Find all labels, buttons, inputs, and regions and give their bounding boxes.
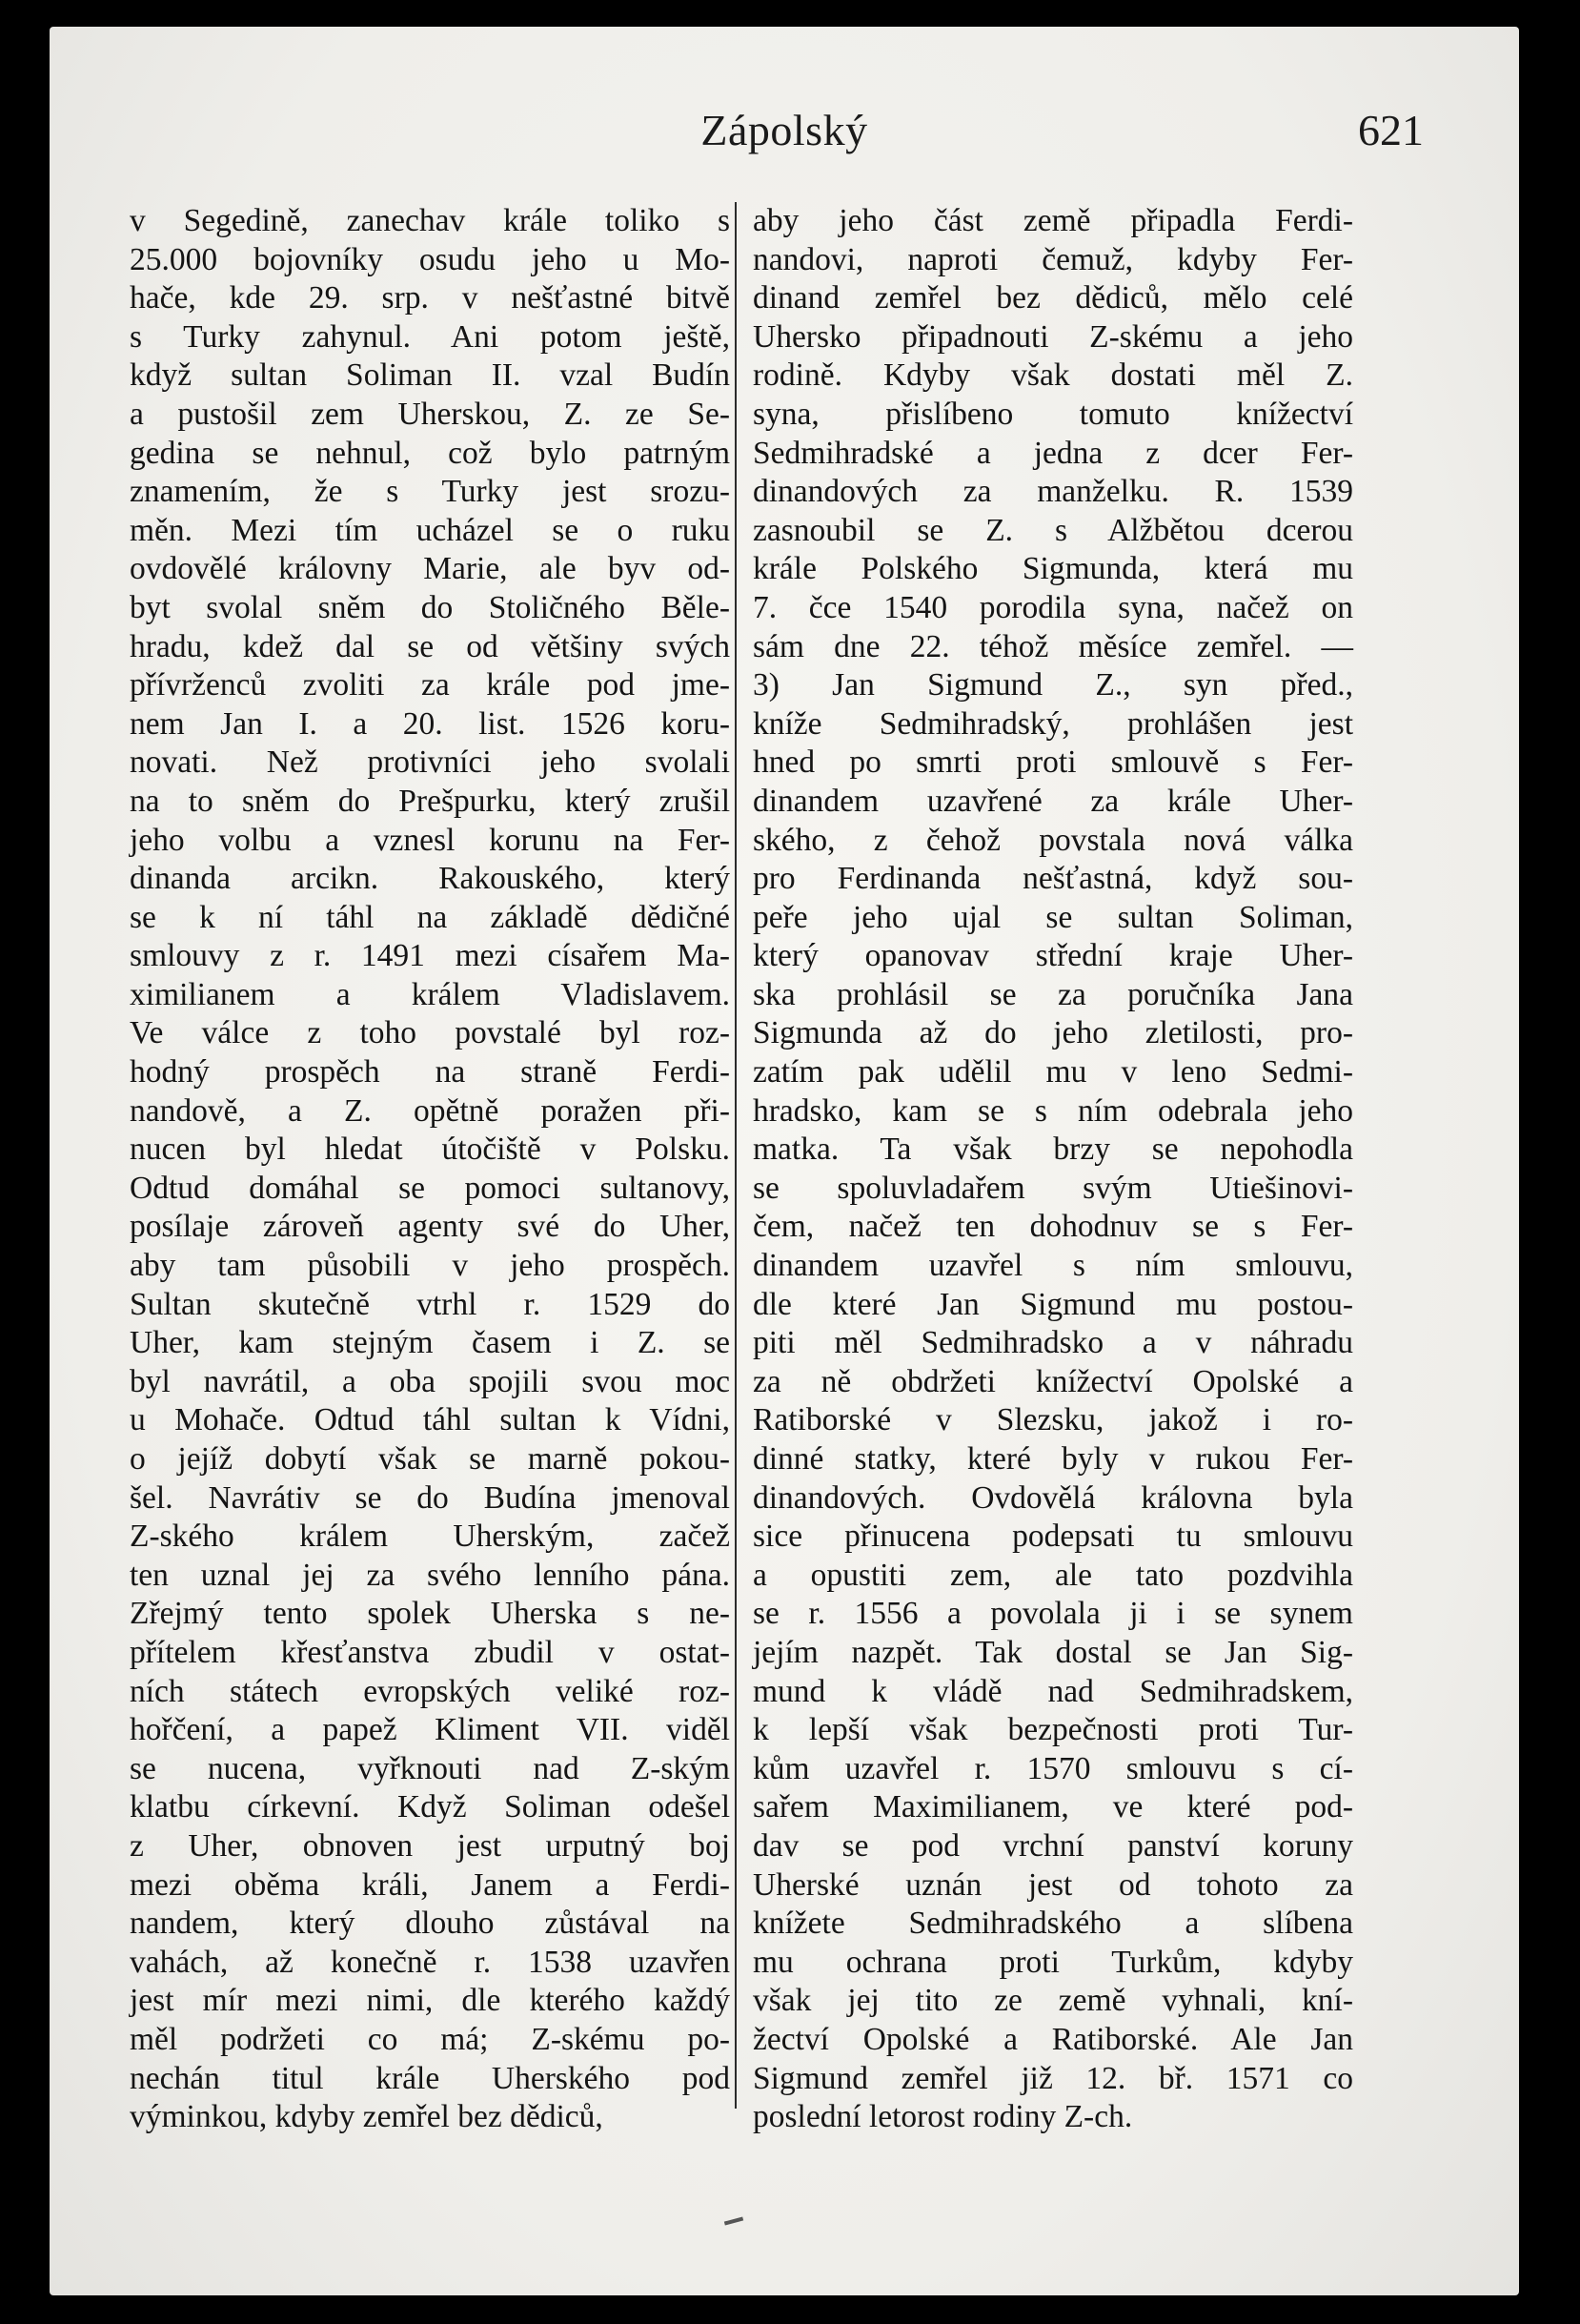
text-line: a pustošil zem Uherskou, Z. ze Se- — [130, 396, 730, 432]
text-line: hradu, kdež dal se od většiny svých — [130, 628, 730, 664]
text-line: Uher, kam stejným časem i Z. se — [130, 1325, 730, 1361]
text-line: přítelem křesťanstva zbudil v ostat- — [130, 1634, 730, 1670]
text-line: Uherské uznán jest od tohoto za — [753, 1866, 1353, 1903]
text-line: klatbu církevní. Když Soliman odešel — [130, 1789, 730, 1825]
text-line: dinandových za manželku. R. 1539 — [753, 474, 1353, 510]
text-line: novati. Než protivníci jeho svolali — [130, 744, 730, 781]
text-line: Uhersko připadnouti Z-skému a jeho — [753, 318, 1353, 355]
text-line: dinandem uzavřené za krále Uher- — [753, 783, 1353, 819]
text-line: z Uher, obnoven jest urputný boj — [130, 1827, 730, 1864]
text-line: dle které Jan Sigmund mu postou- — [753, 1286, 1353, 1322]
text-line: gedina se nehnul, což bylo patrným — [130, 435, 730, 471]
page-number: 621 — [1358, 106, 1424, 154]
text-line: nandovi, naproti čemuž, kdyby Fer- — [753, 241, 1353, 277]
text-line: byt svolal sněm do Stoličného Běle- — [130, 589, 730, 625]
text-line: ovdovělé královny Marie, ale byv od- — [130, 551, 730, 587]
running-header — [50, 105, 1519, 172]
left-text-column — [130, 202, 730, 2137]
text-line: Ratiborské v Slezsku, jakož i ro- — [753, 1402, 1353, 1438]
text-line: Z-ského králem Uherským, začež — [130, 1519, 730, 1555]
text-line: u Mohače. Odtud táhl sultan k Vídni, — [130, 1402, 730, 1438]
text-line: měl podržeti co má; Z-skému po- — [130, 2021, 730, 2057]
text-line: dinandem uzavřel s ním smlouvu, — [753, 1248, 1353, 1284]
text-line: kníže Sedmihradský, prohlášen jest — [753, 705, 1353, 742]
text-line: piti měl Sedmihradsko a v náhradu — [753, 1325, 1353, 1361]
text-line: dinand zemřel bez dědiců, mělo celé — [753, 280, 1353, 316]
text-line: výminkou, kdyby zemřel bez dědiců, — [130, 2099, 603, 2135]
text-line: peře jeho ujal se sultan Soliman, — [753, 899, 1353, 935]
text-line: se nucena, vyřknouti nad Z-ským — [130, 1750, 730, 1786]
text-line: zasnoubil se Z. s Alžbětou dcerou — [753, 512, 1353, 548]
text-line: Sultan skutečně vtrhl r. 1529 do — [130, 1286, 730, 1322]
text-line: nucen byl hledat útočiště v Polsku. — [130, 1131, 730, 1168]
text-line: nandově, a Z. opětně poražen při- — [130, 1092, 730, 1129]
text-line: sice přinucena podepsati tu smlouvu — [753, 1519, 1353, 1555]
text-line: v Segedině, zanechav krále toliko s — [130, 203, 730, 238]
text-line: dinné statky, které byly v rukou Fer- — [753, 1441, 1353, 1477]
text-line: ten uznal jej za svého lenního pána. — [130, 1557, 730, 1593]
text-line: matka. Ta však brzy se nepohodla — [753, 1131, 1353, 1168]
text-line: byl navrátil, a oba spojili svou moc — [130, 1363, 730, 1399]
text-line: jejím nazpět. Tak dostal se Jan Sig- — [753, 1634, 1353, 1670]
text-line: ského, z čehož povstala nová válka — [753, 822, 1353, 858]
text-line: sám dne 22. téhož měsíce zemřel. — — [753, 628, 1353, 664]
text-line: knížete Sedmihradského a slíbena — [753, 1906, 1353, 1942]
text-line: Sedmihradské a jedna z dcer Fer- — [753, 435, 1353, 471]
text-line: krále Polského Sigmunda, která mu — [753, 551, 1353, 587]
right-text-column — [753, 202, 1353, 2137]
text-line: dinanda arcikn. Rakouského, který — [130, 861, 730, 897]
column-divider — [735, 202, 737, 2109]
text-line: a opustiti zem, ale tato pozdvihla — [753, 1557, 1353, 1593]
text-line: který opanovav střední kraje Uher- — [753, 938, 1353, 974]
text-line: žectví Opolské a Ratiborské. Ale Jan — [753, 2021, 1353, 2057]
text-line: k lepší však bezpečnosti proti Tur- — [753, 1712, 1353, 1748]
text-line: čem, načež ten dohodnuv se s Fer- — [753, 1209, 1353, 1245]
text-line: syna, přislíbeno tomuto knížectví — [753, 396, 1353, 432]
text-line: jeho volbu a vznesl korunu na Fer- — [130, 822, 730, 858]
text-line: 3) Jan Sigmund Z., syn před., — [753, 667, 1353, 703]
text-line: zatím pak udělil mu v leno Sedmi- — [753, 1054, 1353, 1091]
text-line: nandem, který dlouho zůstával na — [130, 1906, 730, 1942]
text-line: nechán titul krále Uherského pod — [130, 2060, 730, 2096]
text-line: dav se pod vrchní panství koruny — [753, 1827, 1353, 1864]
text-line: se spoluvladařem svým Utiešinovi- — [753, 1170, 1353, 1206]
text-line: měn. Mezi tím ucházel se o ruku — [130, 512, 730, 548]
page-title: Zápolský — [700, 106, 868, 154]
text-line: se r. 1556 a povolala ji i se synem — [753, 1596, 1353, 1632]
text-line: s Turky zahynul. Ani potom ještě, — [130, 318, 730, 355]
text-line: ních státech evropských veliké roz- — [130, 1673, 730, 1709]
text-line: ska prohlásil se za poručníka Jana — [753, 976, 1353, 1012]
text-line: sařem Maximilianem, ve které pod- — [753, 1789, 1353, 1825]
text-line: hned po smrti proti smlouvě s Fer- — [753, 744, 1353, 781]
text-line: mund k vládě nad Sedmihradskem, — [753, 1673, 1353, 1709]
text-line: Zřejmý tento spolek Uherska s ne- — [130, 1596, 730, 1632]
text-line: hořčení, a papež Kliment VII. viděl — [130, 1712, 730, 1748]
text-line: znamením, že s Turky jest srozu- — [130, 474, 730, 510]
text-line: posílaje zároveň agenty své do Uher, — [130, 1209, 730, 1245]
text-line: Ve válce z toho povstalé byl roz- — [130, 1015, 730, 1051]
text-line: na to sněm do Prešpurku, který zrušil — [130, 783, 730, 819]
text-line: se k ní táhl na základě dědičné — [130, 899, 730, 935]
text-line: za ně obdržeti knížectví Opolské a — [753, 1363, 1353, 1399]
text-line: Sigmunda až do jeho zletilosti, pro- — [753, 1015, 1353, 1051]
text-line: jest mír mezi nimi, dle kterého každý — [130, 1983, 730, 2019]
text-line: mezi oběma králi, Janem a Ferdi- — [130, 1866, 730, 1903]
text-line: smlouvy z r. 1491 mezi císařem Ma- — [130, 938, 730, 974]
text-line: dinandových. Ovdovělá královna byla — [753, 1479, 1353, 1516]
text-line: aby jeho část země připadla Ferdi- — [753, 203, 1353, 238]
text-line: vahách, až konečně r. 1538 uzavřen — [130, 1944, 730, 1980]
text-line: když sultan Soliman II. vzal Budín — [130, 357, 730, 394]
text-line: pro Ferdinanda nešťastná, když sou- — [753, 861, 1353, 897]
text-line: 7. čce 1540 porodila syna, načež on — [753, 589, 1353, 625]
text-line: hradsko, kam se s ním odebrala jeho — [753, 1092, 1353, 1129]
text-line: však jej tito ze země vyhnali, kní- — [753, 1983, 1353, 2019]
text-line: o jejíž dobytí však se marně pokou- — [130, 1441, 730, 1477]
text-line: ximilianem a králem Vladislavem. — [130, 976, 730, 1012]
text-line: Odtud domáhal se pomoci sultanovy, — [130, 1170, 730, 1206]
text-line: rodině. Kdyby však dostati měl Z. — [753, 357, 1353, 394]
text-line: poslední letorost rodiny Z-ch. — [753, 2099, 1133, 2135]
text-line: šel. Navrátiv se do Budína jmenoval — [130, 1479, 730, 1516]
text-line: mu ochrana proti Turkům, kdyby — [753, 1944, 1353, 1980]
text-line: hače, kde 29. srp. v nešťastné bitvě — [130, 280, 730, 316]
text-line: 25.000 bojovníky osudu jeho u Mo- — [130, 241, 730, 277]
text-line: Sigmund zemřel již 12. bř. 1571 co — [753, 2060, 1353, 2096]
text-line: kům uzavřel r. 1570 smlouvu s cí- — [753, 1750, 1353, 1786]
text-line: aby tam působili v jeho prospěch. — [130, 1248, 730, 1284]
text-line: nem Jan I. a 20. list. 1526 koru- — [130, 705, 730, 742]
text-line: hodný prospěch na straně Ferdi- — [130, 1054, 730, 1091]
text-line: přívrženců zvoliti za krále pod jme- — [130, 667, 730, 703]
